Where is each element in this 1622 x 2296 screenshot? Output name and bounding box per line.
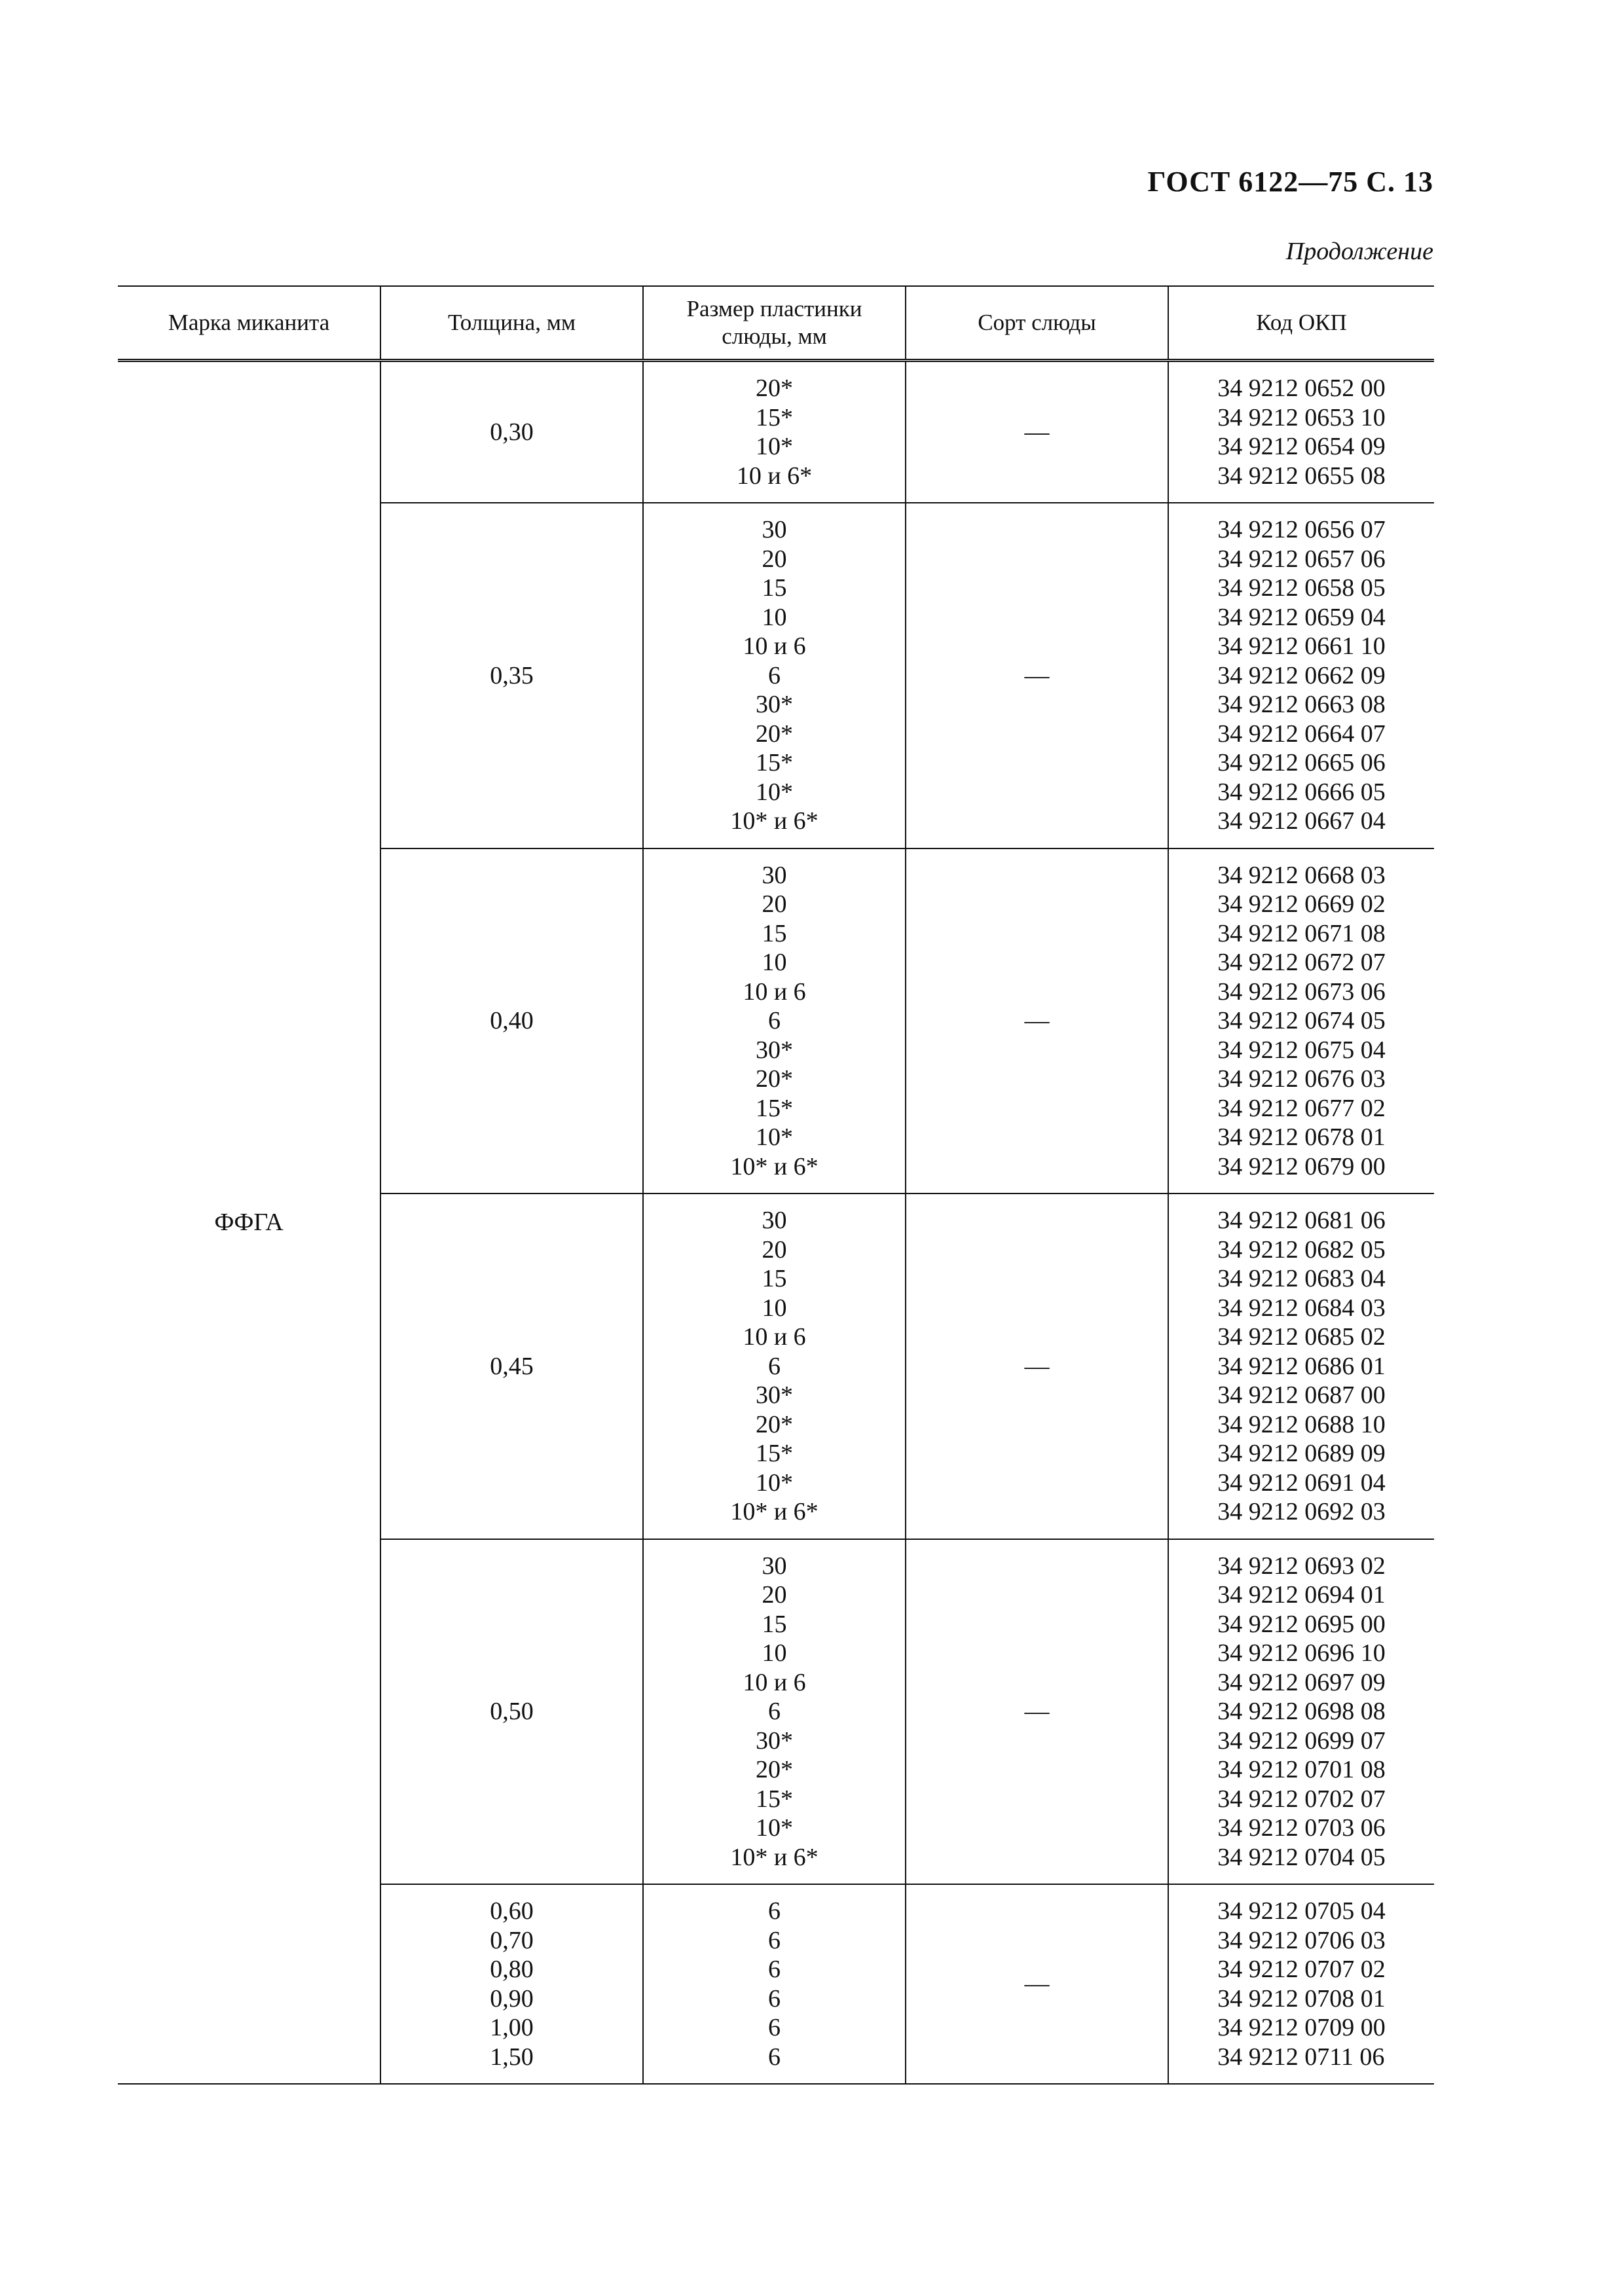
- plate-size-value: 10 и 6: [743, 1323, 806, 1351]
- thickness-value: 0,70: [490, 1926, 534, 1954]
- thickness-cell: [380, 503, 643, 848]
- okp-code-value: 34 9212 0708 01: [1217, 1984, 1386, 2013]
- thickness-cell-lines: [388, 1352, 636, 1381]
- plate-size-cell-lines: [650, 515, 898, 836]
- thickness-value: 0,60: [490, 1897, 534, 1925]
- plate-size-value: 10* и 6*: [730, 1843, 819, 1871]
- thickness-value: 0,35: [490, 661, 534, 689]
- plate-size-value: 20: [762, 545, 787, 573]
- plate-size-value: 6: [768, 2014, 781, 2041]
- plate-size-cell: [643, 848, 906, 1194]
- plate-size-value: 10: [762, 1639, 787, 1667]
- plate-size-value: 30: [762, 861, 787, 889]
- plate-size-value: 10 и 6: [743, 1668, 806, 1696]
- plate-size-value: 30*: [756, 1036, 793, 1064]
- mica-grade-cell: —: [906, 1884, 1168, 2084]
- header-row: [118, 286, 1434, 361]
- mica-grade-cell: —: [906, 503, 1168, 848]
- okp-code-value: 34 9212 0658 05: [1217, 574, 1386, 602]
- okp-code-value: 34 9212 0711 06: [1217, 2043, 1385, 2071]
- column-header-plate-size: Размер пластинки слюды, мм: [643, 286, 906, 361]
- okp-code-value: 34 9212 0673 06: [1217, 977, 1386, 1006]
- plate-size-cell: [643, 503, 906, 848]
- plate-size-value: 30: [762, 1552, 787, 1580]
- okp-code-cell-lines: [1217, 861, 1386, 1182]
- okp-code-value: 34 9212 0693 02: [1217, 1552, 1386, 1580]
- thickness-value: 0,90: [490, 1984, 534, 2013]
- okp-code-value: 34 9212 0675 04: [1217, 1036, 1386, 1064]
- okp-code-cell: [1168, 1884, 1434, 2084]
- okp-code-cell-lines: [1217, 1206, 1386, 1527]
- okp-code-value: 34 9212 0692 03: [1217, 1498, 1386, 1525]
- okp-code-value: 34 9212 0698 08: [1217, 1698, 1386, 1725]
- okp-code-cell-lines: [1217, 1552, 1386, 1872]
- plate-size-cell: [643, 1884, 906, 2084]
- plate-size-cell-lines: [650, 1206, 898, 1527]
- thickness-value: 0,30: [490, 418, 534, 446]
- okp-code-value: 34 9212 0697 09: [1217, 1668, 1386, 1696]
- plate-size-value: 10* и 6*: [730, 1152, 819, 1180]
- okp-code-value: 34 9212 0682 05: [1217, 1235, 1386, 1264]
- okp-code-value: 34 9212 0691 04: [1217, 1468, 1386, 1497]
- plate-size-value: 30: [762, 1207, 787, 1234]
- thickness-cell-lines: [388, 1006, 636, 1036]
- plate-size-cell: [643, 1539, 906, 1885]
- plate-size-value: 15*: [756, 749, 793, 776]
- plate-size-value: 20: [762, 1581, 787, 1609]
- column-header-okp-code: Код ОКП: [1168, 286, 1434, 361]
- plate-size-value: 10*: [756, 778, 793, 806]
- thickness-cell-lines: [388, 418, 636, 447]
- okp-code-value: 34 9212 0694 01: [1217, 1581, 1386, 1609]
- table-row: [118, 361, 1434, 503]
- plate-size-cell-lines: [650, 1897, 898, 2071]
- okp-code-cell: [1168, 1194, 1434, 1539]
- okp-code-cell-lines: [1217, 374, 1386, 490]
- plate-size-value: 30: [762, 516, 787, 543]
- plate-size-value: 10: [762, 1294, 787, 1322]
- okp-code-value: 34 9212 0681 06: [1217, 1207, 1386, 1234]
- okp-code-value: 34 9212 0695 00: [1217, 1610, 1386, 1638]
- plate-size-value: 20*: [756, 1065, 793, 1093]
- column-header-thickness: Толщина, мм: [380, 286, 643, 361]
- thickness-value: 0,45: [490, 1352, 534, 1380]
- plate-size-value: 15: [762, 919, 787, 947]
- plate-size-cell-lines: [650, 1552, 898, 1872]
- okp-code-value: 34 9212 0699 07: [1217, 1726, 1386, 1755]
- plate-size-value: 20*: [756, 1410, 793, 1438]
- thickness-cell: [380, 848, 643, 1194]
- okp-code-value: 34 9212 0667 04: [1217, 807, 1386, 835]
- okp-code-value: 34 9212 0707 02: [1217, 1956, 1386, 1983]
- mica-grade-cell: —: [906, 361, 1168, 503]
- okp-code-value: 34 9212 0663 08: [1217, 691, 1386, 718]
- plate-size-value: 10*: [756, 1468, 793, 1497]
- mica-grade-cell: —: [906, 1539, 1168, 1885]
- okp-code-value: 34 9212 0706 03: [1217, 1926, 1386, 1954]
- plate-size-cell-lines: [650, 861, 898, 1182]
- okp-code-value: 34 9212 0662 09: [1217, 661, 1386, 689]
- plate-size-value: 20*: [756, 1756, 793, 1783]
- okp-code-value: 34 9212 0668 03: [1217, 861, 1386, 889]
- plate-size-value: 6: [768, 1984, 781, 2013]
- plate-size-value: 15: [762, 1265, 787, 1292]
- plate-size-value: 6: [768, 661, 781, 689]
- plate-size-value: 6: [768, 1926, 781, 1954]
- thickness-value: 0,80: [490, 1956, 534, 1983]
- okp-code-cell-lines: [1217, 1897, 1386, 2071]
- plate-size-value: 15*: [756, 1440, 793, 1467]
- okp-code-value: 34 9212 0683 04: [1217, 1265, 1386, 1292]
- thickness-cell: [380, 361, 643, 503]
- thickness-cell: [380, 1194, 643, 1539]
- page-title: ГОСТ 6122—75 С. 13: [1147, 166, 1433, 198]
- okp-code-value: 34 9212 0679 00: [1217, 1152, 1386, 1180]
- thickness-value: 0,50: [490, 1698, 534, 1725]
- plate-size-value: 10: [762, 949, 787, 976]
- continuation-label: Продолжение: [1285, 238, 1433, 265]
- okp-code-value: 34 9212 0665 06: [1217, 749, 1386, 776]
- plate-size-value: 30*: [756, 691, 793, 718]
- plate-size-value: 15: [762, 574, 787, 602]
- plate-size-value: 10*: [756, 1123, 793, 1151]
- mica-mark-cell: ФФГА: [118, 361, 380, 2085]
- plate-size-value: 20*: [756, 374, 793, 402]
- okp-code-value: 34 9212 0655 08: [1217, 462, 1386, 490]
- plate-size-value: 15*: [756, 403, 793, 431]
- okp-code-cell: [1168, 1539, 1434, 1885]
- plate-size-value: 10: [762, 603, 787, 631]
- plate-size-value: 6: [768, 1897, 781, 1925]
- plate-size-value: 10*: [756, 433, 793, 460]
- thickness-cell: [380, 1884, 643, 2084]
- plate-size-value: 15*: [756, 1785, 793, 1813]
- okp-code-value: 34 9212 0676 03: [1217, 1065, 1386, 1093]
- okp-code-value: 34 9212 0674 05: [1217, 1007, 1386, 1034]
- okp-code-value: 34 9212 0704 05: [1217, 1843, 1386, 1871]
- okp-code-value: 34 9212 0702 07: [1217, 1785, 1386, 1813]
- thickness-value: 1,00: [490, 2014, 534, 2041]
- table-body: [118, 361, 1434, 2085]
- okp-code-value: 34 9212 0687 00: [1217, 1381, 1386, 1409]
- table-header: [118, 286, 1434, 361]
- okp-code-value: 34 9212 0671 08: [1217, 919, 1386, 947]
- okp-code-value: 34 9212 0701 08: [1217, 1756, 1386, 1783]
- okp-code-value: 34 9212 0709 00: [1217, 2014, 1386, 2041]
- mica-grade-cell: —: [906, 848, 1168, 1194]
- plate-size-value: 10 и 6: [743, 977, 806, 1006]
- okp-code-value: 34 9212 0666 05: [1217, 778, 1386, 806]
- okp-code-value: 34 9212 0678 01: [1217, 1123, 1386, 1151]
- thickness-value: 1,50: [490, 2043, 534, 2071]
- okp-code-value: 34 9212 0672 07: [1217, 949, 1386, 976]
- okp-code-value: 34 9212 0652 00: [1217, 374, 1386, 402]
- okp-code-value: 34 9212 0689 09: [1217, 1440, 1386, 1467]
- plate-size-value: 6: [768, 2043, 781, 2071]
- okp-code-cell: [1168, 503, 1434, 848]
- plate-size-value: 15*: [756, 1094, 793, 1122]
- plate-size-value: 10* и 6*: [730, 807, 819, 835]
- plate-size-value: 20*: [756, 720, 793, 748]
- okp-code-value: 34 9212 0686 01: [1217, 1352, 1386, 1380]
- okp-code-value: 34 9212 0705 04: [1217, 1897, 1386, 1925]
- thickness-cell-lines: [388, 1697, 636, 1726]
- okp-code-cell: [1168, 848, 1434, 1194]
- okp-code-value: 34 9212 0684 03: [1217, 1294, 1386, 1322]
- okp-code-value: 34 9212 0664 07: [1217, 720, 1386, 748]
- mica-grade-cell: —: [906, 1194, 1168, 1539]
- okp-code-value: 34 9212 0696 10: [1217, 1639, 1386, 1667]
- column-header-mica-grade: Сорт слюды: [906, 286, 1168, 361]
- thickness-cell: [380, 1539, 643, 1885]
- plate-size-value: 30*: [756, 1381, 793, 1409]
- thickness-value: 0,40: [490, 1007, 534, 1034]
- okp-code-value: 34 9212 0669 02: [1217, 890, 1386, 918]
- spec-table: [118, 285, 1434, 2085]
- column-header-mark: Марка миканита: [118, 286, 380, 361]
- okp-code-value: 34 9212 0653 10: [1217, 403, 1386, 431]
- plate-size-value: 15: [762, 1610, 787, 1638]
- plate-size-value: 6: [768, 1698, 781, 1725]
- thickness-cell-lines: [388, 661, 636, 691]
- plate-size-value: 6: [768, 1956, 781, 1983]
- plate-size-cell-lines: [650, 374, 898, 490]
- okp-code-value: 34 9212 0677 02: [1217, 1094, 1386, 1122]
- okp-code-value: 34 9212 0685 02: [1217, 1323, 1386, 1351]
- plate-size-cell: [643, 1194, 906, 1539]
- okp-code-value: 34 9212 0659 04: [1217, 603, 1386, 631]
- plate-size-value: 20: [762, 890, 787, 918]
- plate-size-value: 6: [768, 1352, 781, 1380]
- plate-size-value: 6: [768, 1007, 781, 1034]
- okp-code-value: 34 9212 0703 06: [1217, 1814, 1386, 1842]
- plate-size-value: 10 и 6: [743, 632, 806, 660]
- thickness-cell-lines: [388, 1897, 636, 2071]
- okp-code-cell-lines: [1217, 515, 1386, 836]
- okp-code-value: 34 9212 0661 10: [1217, 632, 1386, 660]
- okp-code-value: 34 9212 0657 06: [1217, 545, 1386, 573]
- plate-size-value: 20: [762, 1235, 787, 1264]
- okp-code-value: 34 9212 0688 10: [1217, 1410, 1386, 1438]
- okp-code-value: 34 9212 0656 07: [1217, 516, 1386, 543]
- spec-table-container: [118, 285, 1434, 2085]
- plate-size-value: 10*: [756, 1814, 793, 1842]
- plate-size-value: 30*: [756, 1726, 793, 1755]
- okp-code-value: 34 9212 0654 09: [1217, 433, 1386, 460]
- plate-size-value: 10 и 6*: [736, 462, 813, 490]
- okp-code-cell: [1168, 361, 1434, 503]
- plate-size-value: 10* и 6*: [730, 1498, 819, 1525]
- plate-size-cell: [643, 361, 906, 503]
